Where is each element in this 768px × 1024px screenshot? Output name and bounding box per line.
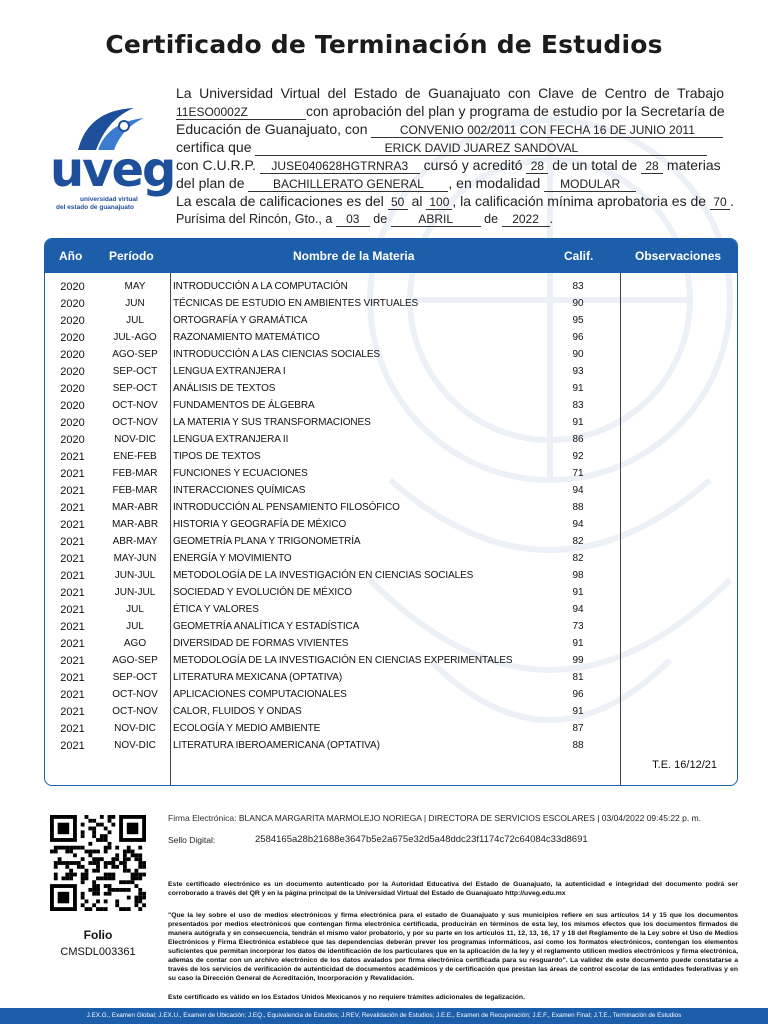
cell-periodo: JUN-JUL [114, 587, 156, 598]
table-row [45, 721, 737, 738]
cell-periodo: SEP-OCT [112, 366, 158, 377]
cell-calif: 90 [572, 298, 584, 309]
cell-anio: 2021 [60, 468, 85, 480]
cell-anio: 2020 [60, 281, 85, 293]
cell-anio: 2021 [60, 655, 85, 667]
cell-materia: HISTORIA Y GEOGRAFÍA DE MÉXICO [173, 519, 347, 530]
table-row [45, 670, 737, 687]
cell-materia: FUNCIONES Y ECUACIONES [173, 468, 308, 479]
cell-materia: SOCIEDAD Y EVOLUCIÓN DE MÉXICO [173, 587, 352, 598]
cell-materia: LITERATURA MEXICANA (OPTATIVA) [173, 672, 343, 683]
header-anio: Año [59, 249, 83, 263]
table-row [45, 330, 737, 347]
header-materia: Nombre de la Materia [293, 249, 415, 263]
total-field: 28 [641, 160, 663, 174]
cell-calif: 94 [572, 519, 584, 530]
cell-calif: 91 [572, 706, 584, 717]
cell-anio: 2021 [60, 587, 85, 599]
cct-field: 11ESO0002Z [176, 106, 306, 120]
cell-materia: LA MATERIA Y SUS TRANSFORMACIONES [173, 417, 371, 428]
table-row [45, 381, 737, 398]
cell-calif: 93 [572, 366, 584, 377]
escala-min-field: 50 [388, 196, 408, 210]
table-row [45, 347, 737, 364]
table-row [45, 687, 737, 704]
intro-line-8: Purísima del Rincón, Gto., a 03 de ABRIL de 2022 . [176, 212, 554, 226]
cell-anio: 2020 [60, 383, 85, 395]
cell-calif: 96 [572, 332, 584, 343]
cell-anio: 2021 [60, 604, 85, 616]
cell-anio: 2020 [60, 417, 85, 429]
cell-materia: TÉCNICAS DE ESTUDIO EN AMBIENTES VIRTUALES [173, 298, 419, 309]
cell-periodo: SEP-OCT [112, 672, 158, 683]
header-observaciones: Observaciones [635, 249, 722, 263]
cell-periodo: JUN [125, 298, 145, 309]
day-field: 03 [336, 213, 370, 227]
cell-materia: INTRODUCCIÓN AL PENSAMIENTO FILOSÓFICO [173, 502, 400, 513]
cell-periodo: AGO-SEP [112, 349, 158, 360]
table-row [45, 619, 737, 636]
cursadas-field: 28 [526, 160, 548, 174]
cell-calif: 73 [572, 621, 584, 632]
cell-calif: 86 [572, 434, 584, 445]
table-row [45, 568, 737, 585]
cell-materia: ANÁLISIS DE TEXTOS [173, 383, 276, 394]
signature-value: BLANCA MARGARITA MARMOLEJO NORIEGA | DIRECTORA DE SERVICIOS ESCOLARES | 03/04/2022 09:45:22 p. m. [238, 813, 702, 823]
logo-word: uveg [50, 142, 175, 198]
cell-anio: 2021 [60, 451, 85, 463]
digital-seal-value: 2584165a28b21688e3647b5e2a675e32d5a48ddc23f1174c72c64084c33d8691 [255, 834, 588, 845]
cell-materia: LENGUA EXTRANJERA II [173, 434, 289, 445]
cell-calif: 99 [572, 655, 584, 666]
cell-anio: 2020 [60, 400, 85, 412]
cell-periodo: NOV-DIC [114, 434, 156, 445]
grades-table [44, 238, 738, 786]
cell-anio: 2021 [60, 519, 85, 531]
certificate-intro [176, 84, 734, 228]
table-row [45, 517, 737, 534]
cell-anio: 2021 [60, 689, 85, 701]
cell-anio: 2021 [60, 536, 85, 548]
cell-periodo: OCT-NOV [112, 417, 158, 428]
table-row [45, 296, 737, 313]
modalidad-field: MODULAR [544, 178, 636, 192]
cell-periodo: JUN-JUL [114, 570, 156, 581]
cell-periodo: SEP-OCT [112, 383, 158, 394]
cell-materia: ORTOGRAFÍA Y GRAMÁTICA [173, 315, 308, 326]
table-row [45, 500, 737, 517]
table-row [45, 398, 737, 415]
intro-line-2: 11ESO0002Z con aprobación del plan y programa de estudio por la Secretaría de [176, 103, 725, 119]
abbreviations-footer: J.EX.G., Examen Global; J.EX.U., Examen de Ubicación; J.EQ., Equivalencia de Estudios; J.REV, Revalidación de Estudios; J.E.E., Examen de Recuperación; J.E.F., Examen Final; J.T.E., Terminación de Estudios [0, 1008, 768, 1024]
cell-periodo: ENE-FEB [113, 451, 157, 462]
uveg-logo [50, 104, 175, 214]
cell-anio: 2020 [60, 298, 85, 310]
cell-materia: GEOMETRÍA ANALÍTICA Y ESTADÍSTICA [173, 621, 360, 632]
cell-anio: 2021 [60, 672, 85, 684]
cell-materia: INTERACCIONES QUÍMICAS [173, 485, 306, 496]
cell-anio: 2021 [60, 570, 85, 582]
table-body [45, 279, 737, 755]
table-row [45, 585, 737, 602]
legal-text-2: "Que la ley sobre el uso de medios electrónicos y firma electrónica para el estado de Guanajuato y sus municipios refiere en sus artículos 14 y 15 que los documentos presentados por medios electrónicos que contengan firma electrónica certificada, producirán en términos de esta ley, los mismos efectos que los documentos firmados de manera autógrafa y en consecuencia, tendrán el mismo valor probatorio, y por su parte en los artículos 11, 12, 13, 16, 17 y 18 del Reglamento de la Ley sobre el Uso de Medios Electrónicos y Firma Electrónica establece que las dependencias deberán prever los programas informáticos, así como los formatos electrónicos, contengan los elementos suficientes que permitan incorporar los datos de identificación de los particulares que en la aplicación de la ley y el reglamento utilicen medios electrónicos y firma electrónica, además de contar con un archivo electrónico de los datos avalados por firma electrónica certificada para su resguardo". La validez de este documento puede constatarse a través de los servicios de verificación de autenticidad de documentos académicos y de certificación que prestan las áreas de control escolar de las entidades federativas y en su caso la Dirección General de Acreditación, Incorporación y Revalidación. [168, 912, 738, 982]
cell-calif: 94 [572, 604, 584, 615]
intro-line-1: La Universidad Virtual del Estado de Guanajuato con Clave de Centro de Trabajo [176, 85, 724, 101]
cell-calif: 91 [572, 383, 584, 394]
cell-periodo: NOV-DIC [114, 740, 156, 751]
escala-max-field: 100 [426, 196, 452, 210]
intro-line-5: con C.U.R.P. JUSE040628HGTRNRA3 cursó y acreditó 28 de un total de 28 materias [176, 157, 721, 173]
logo-line-2: del estado de guanajuato [56, 204, 135, 211]
cell-periodo: ABR-MAY [112, 536, 158, 547]
cell-materia: METODOLOGÍA DE LA INVESTIGACIÓN EN CIENCIAS SOCIALES [173, 570, 474, 581]
cell-calif: 91 [572, 638, 584, 649]
page-title: Certificado de Terminación de Estudios [105, 30, 663, 59]
cell-periodo: MAY-JUN [113, 553, 157, 564]
electronic-signature [168, 813, 701, 823]
year-field: 2022 [502, 213, 550, 227]
cell-materia: CALOR, FLUIDOS Y ONDAS [173, 706, 302, 717]
cell-anio: 2021 [60, 723, 85, 735]
cell-periodo: FEB-MAR [112, 468, 158, 479]
cell-anio: 2020 [60, 434, 85, 446]
cell-anio: 2021 [60, 485, 85, 497]
cell-calif: 96 [572, 689, 584, 700]
cell-anio: 2020 [60, 366, 85, 378]
cell-materia: ÉTICA Y VALORES [173, 604, 259, 615]
cell-anio: 2020 [60, 349, 85, 361]
cell-materia: INTRODUCCIÓN A LA COMPUTACIÓN [173, 281, 348, 292]
cell-anio: 2021 [60, 638, 85, 650]
cell-materia: ECOLOGÍA Y MEDIO AMBIENTE [173, 723, 321, 734]
cell-periodo: OCT-NOV [112, 689, 158, 700]
cell-materia: APLICACIONES COMPUTACIONALES [173, 689, 347, 700]
month-field: ABRIL [391, 213, 481, 227]
cell-calif: 98 [572, 570, 584, 581]
cell-materia: LITERATURA IBEROAMERICANA (OPTATIVA) [173, 740, 380, 751]
header-calif: Calif. [564, 249, 594, 263]
cell-periodo: OCT-NOV [112, 400, 158, 411]
cell-anio: 2020 [60, 332, 85, 344]
cell-materia: INTRODUCCIÓN A LAS CIENCIAS SOCIALES [173, 349, 381, 360]
intro-line-4: certifica que ERICK DAVID JUAREZ SANDOVAL [176, 138, 724, 156]
table-row [45, 653, 737, 670]
curp-field: JUSE040628HGTRNRA3 [260, 160, 420, 174]
cell-periodo: JUL-AGO [113, 332, 157, 343]
cell-calif: 83 [572, 400, 584, 411]
observacion-te: T.E. 16/12/21 [652, 759, 717, 771]
cell-periodo: JUL [126, 621, 144, 632]
cell-materia: TIPOS DE TEXTOS [173, 451, 261, 462]
table-row [45, 415, 737, 432]
cell-materia: LENGUA EXTRANJERA I [173, 366, 286, 377]
table-row [45, 483, 737, 500]
signature-label: Firma Electrónica: [168, 813, 237, 823]
intro-line-7: La escala de calificaciones es del 50 al 100 , la calificación mínima aprobatoria es de 70 . [176, 193, 734, 209]
header-periodo: Período [109, 249, 154, 263]
cell-calif: 92 [572, 451, 584, 462]
cell-calif: 88 [572, 740, 584, 751]
logo-line-1: universidad virtual [80, 196, 138, 203]
cell-anio: 2021 [60, 740, 85, 752]
cell-calif: 90 [572, 349, 584, 360]
cell-periodo: OCT-NOV [112, 706, 158, 717]
cell-calif: 91 [572, 587, 584, 598]
table-row [45, 466, 737, 483]
plan-field: BACHILLERATO GENERAL [248, 178, 448, 192]
cell-periodo: MAR-ABR [111, 519, 159, 530]
cell-calif: 94 [572, 485, 584, 496]
cell-materia: GEOMETRÍA PLANA Y TRIGONOMETRÍA [173, 536, 361, 547]
qr-code-icon [50, 815, 146, 911]
cell-periodo: AGO-SEP [112, 655, 158, 666]
cell-calif: 83 [572, 281, 584, 292]
table-row [45, 313, 737, 330]
cell-materia: FUNDAMENTOS DE ÁLGEBRA [173, 400, 315, 411]
cell-calif: 88 [572, 502, 584, 513]
cell-anio: 2021 [60, 706, 85, 718]
student-name-field: ERICK DAVID JUAREZ SANDOVAL [255, 142, 707, 156]
cell-calif: 82 [572, 553, 584, 564]
cell-periodo: NOV-DIC [114, 723, 156, 734]
table-row [45, 364, 737, 381]
legal-text-3: Este certificado es válido en los Estados Unidos Mexicanos y no requiere trámites adicionales de legalización. [168, 994, 525, 1001]
cell-periodo: MAY [124, 281, 146, 292]
intro-line-3: Educación de Guanajuato, con CONVENIO 002/2011 CON FECHA 16 DE JUNIO 2011 [176, 120, 724, 138]
legal-text-1: Este certificado electrónico es un documento autenticado por la Autoridad Educativa del Estado de Guanajuato, la autenticidad e integridad del documento podrá ser corroborado a través del QR y en la página principal de la Universidad Virtual del Estado de Guanajuato http://uveg.edu.mx [168, 881, 738, 897]
cell-periodo: MAR-ABR [111, 502, 159, 513]
cell-anio: 2020 [60, 315, 85, 327]
cell-materia: DIVERSIDAD DE FORMAS VIVIENTES [173, 638, 349, 649]
cell-materia: RAZONAMIENTO MATEMÁTICO [173, 332, 320, 343]
table-row [45, 534, 737, 551]
cell-calif: 95 [572, 315, 584, 326]
table-row [45, 449, 737, 466]
table-row [45, 602, 737, 619]
cell-anio: 2021 [60, 621, 85, 633]
table-row [45, 432, 737, 449]
cell-anio: 2021 [60, 553, 85, 565]
cell-periodo: FEB-MAR [112, 485, 158, 496]
convenio-field: CONVENIO 002/2011 CON FECHA 16 DE JUNIO 2011 [371, 124, 723, 138]
table-row [45, 704, 737, 721]
folio-value: CMSDL003361 [60, 946, 136, 958]
cell-periodo: AGO [123, 638, 147, 649]
table-header [45, 239, 737, 273]
table-row [45, 738, 737, 755]
digital-seal-label: Sello Digital: [168, 835, 216, 845]
folio-label: Folio [83, 928, 113, 942]
cell-calif: 81 [572, 672, 584, 683]
minima-field: 70 [710, 196, 730, 210]
table-row [45, 636, 737, 653]
intro-line-6: del plan de BACHILLERATO GENERAL , en modalidad MODULAR [176, 174, 724, 192]
cell-materia: METODOLOGÍA DE LA INVESTIGACIÓN EN CIENCIAS EXPERIMENTALES [173, 655, 513, 666]
table-row [45, 551, 737, 568]
cell-calif: 91 [572, 417, 584, 428]
cell-calif: 82 [572, 536, 584, 547]
cell-calif: 71 [572, 468, 584, 479]
cell-calif: 87 [572, 723, 584, 734]
cell-periodo: JUL [126, 315, 144, 326]
cell-periodo: JUL [126, 604, 144, 615]
cell-materia: ENERGÍA Y MOVIMIENTO [173, 553, 292, 564]
table-row [45, 279, 737, 296]
cell-anio: 2021 [60, 502, 85, 514]
